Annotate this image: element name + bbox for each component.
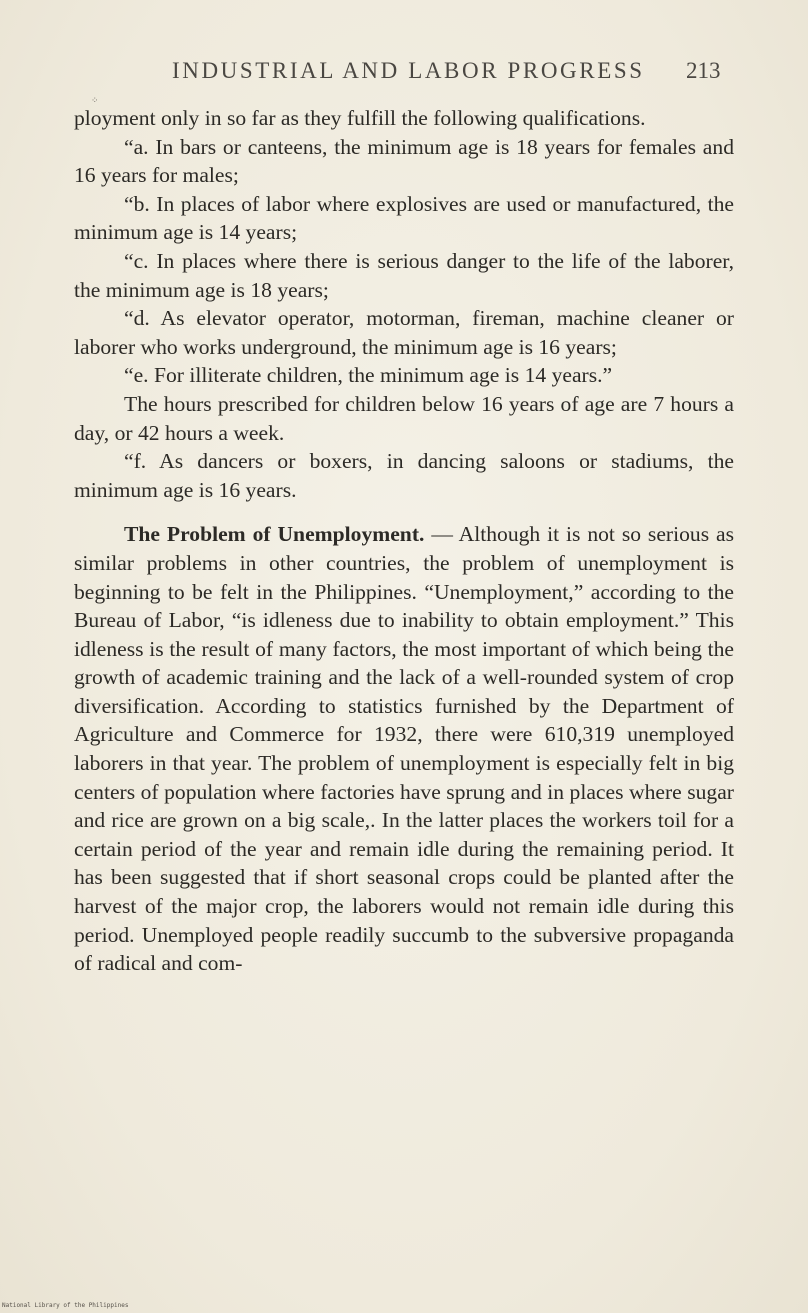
body-text xyxy=(74,104,734,978)
list-item-e: “e. For illiterate children, the minimum age is 14 years.” xyxy=(124,363,613,388)
list-item-a: “a. In bars or canteens, the minimum age is 18 years for females and 16 years for males; xyxy=(74,134,734,188)
section-dash: — xyxy=(424,522,459,547)
list-item-f: “f. As dancers or boxers, in dancing saloons or stadiums, the minimum age is 16 years. xyxy=(74,449,734,502)
paragraph-hours: The hours prescribed for children below 16 years of age are 7 hours a day, or 42 hours a week. xyxy=(74,391,734,445)
ink-mark-icon: ⁘ xyxy=(91,96,99,106)
library-credit: National Library of the Philippines xyxy=(2,1302,129,1309)
running-head: INDUSTRIAL AND LABOR PROGRESS xyxy=(172,58,645,83)
section-body: Although it is not so serious as similar problems in other countries, the problem of unemployment is beginning to be felt in the Philippines. “Unemployment,” according to the Bureau of Labor, “is idleness due to inability to obtain employment.” This idleness is the result of many factors, the most important of which being the growth of academic training and the lack of a well-rounded system of crop diversification. According to statistics furnished by the Department of Agriculture and Commerce for 1932, there were 610,319 unemployed laborers in that year. The problem of unemployment is especially felt in big centers of population where factories have sprung and in places where sugar and rice are grown on a big scale,. In the latter places the workers toil for a certain period of the year and remain idle during the remaining period. It has been suggested that if short seasonal crops could be planted after the harvest of the major crop, the laborers would not remain idle during this period. Unemployed people readily succumb to the subversive propaganda of radical and com- xyxy=(74,522,735,976)
list-item-c: “c. In places where there is serious danger to the life of the laborer, the minimum age is 18 years; xyxy=(74,248,734,302)
paragraph-continuation: ployment only in so far as they fulfill the following qualifications. xyxy=(74,106,646,130)
page-number: 213 xyxy=(686,58,721,83)
page-header xyxy=(0,58,808,92)
section-heading: The Problem of Unemployment. xyxy=(124,522,425,547)
list-item-b: “b. In places of labor where explosives are used or manufactured, the minimum age is 14 years; xyxy=(74,191,734,245)
list-item-d: “d. As elevator operator, motorman, fireman, machine cleaner or laborer who works underground, the minimum age is 16 years; xyxy=(74,306,734,359)
paragraph-unemployment xyxy=(74,520,734,978)
